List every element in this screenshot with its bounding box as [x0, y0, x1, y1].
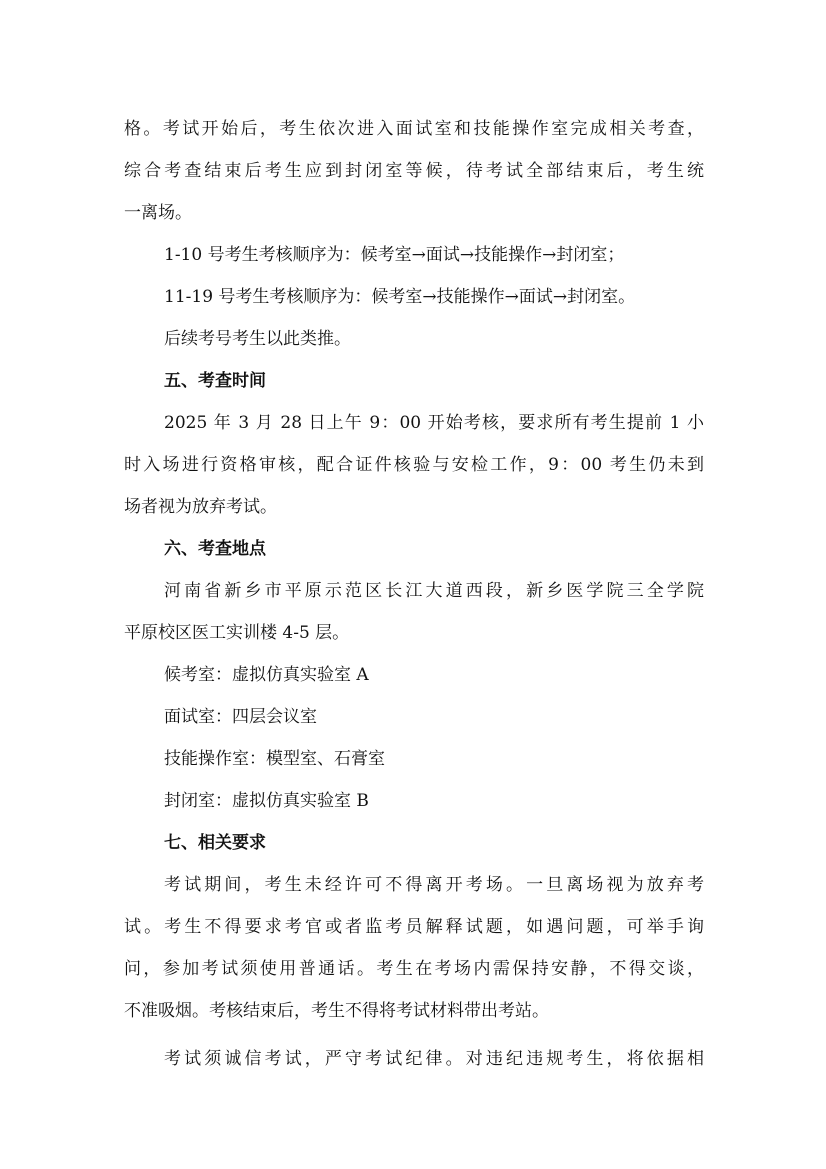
paragraph-line: 试。考生不得要求考官或者监考员解释试题，如遇问题，可举手询	[124, 917, 704, 937]
skills-room-line: 技能操作室：模型室、石膏室	[164, 749, 385, 769]
exam-order-note: 后续考号考生以此类推。	[164, 329, 351, 349]
paragraph-line: 平原校区医工实训楼 4-5 层。	[124, 623, 350, 643]
paragraph-line: 综合考查结束后考生应到封闭室等候，待考试全部结束后，考生统	[124, 161, 704, 181]
section-heading-exam-time: 五、考查时间	[164, 371, 266, 391]
paragraph-line: 问，参加考试须使用普通话。考生在考场内需保持安静，不得交谈，	[124, 959, 704, 979]
paragraph-line: 考试期间，考生未经许可不得离开考场。一旦离场视为放弃考	[164, 875, 704, 895]
section-heading-requirements: 七、相关要求	[164, 833, 266, 853]
paragraph-line: 河南省新乡市平原示范区长江大道西段，新乡医学院三全学院	[164, 581, 704, 601]
interview-room-line: 面试室：四层会议室	[164, 707, 317, 727]
paragraph-line: 场者视为放弃考试。	[124, 497, 277, 517]
waiting-room-line: 候考室：虚拟仿真实验室 A	[164, 665, 369, 685]
exam-order-line-2: 11-19 号考生考核顺序为：候考室→技能操作→面试→封闭室。	[164, 287, 636, 307]
exam-order-line-1: 1-10 号考生考核顺序为：候考室→面试→技能操作→封闭室；	[164, 245, 625, 265]
document-body	[124, 108, 704, 1080]
paragraph-line: 考试须诚信考试，严守考试纪律。对违纪违规考生，将依据相	[164, 1049, 704, 1069]
paragraph-line: 时入场进行资格审核，配合证件核验与安检工作，9：00 考生仍未到	[124, 455, 704, 475]
paragraph-line: 一离场。	[124, 203, 192, 223]
section-heading-exam-location: 六、考查地点	[164, 539, 266, 559]
paragraph-line: 2025 年 3 月 28 日上午 9：00 开始考核，要求所有考生提前 1 小	[164, 413, 704, 433]
closed-room-line: 封闭室：虚拟仿真实验室 B	[164, 791, 369, 811]
paragraph-line: 不准吸烟。考核结束后，考生不得将考试材料带出考站。	[124, 1001, 549, 1021]
paragraph-line: 格。考试开始后，考生依次进入面试室和技能操作室完成相关考查，	[124, 119, 704, 139]
